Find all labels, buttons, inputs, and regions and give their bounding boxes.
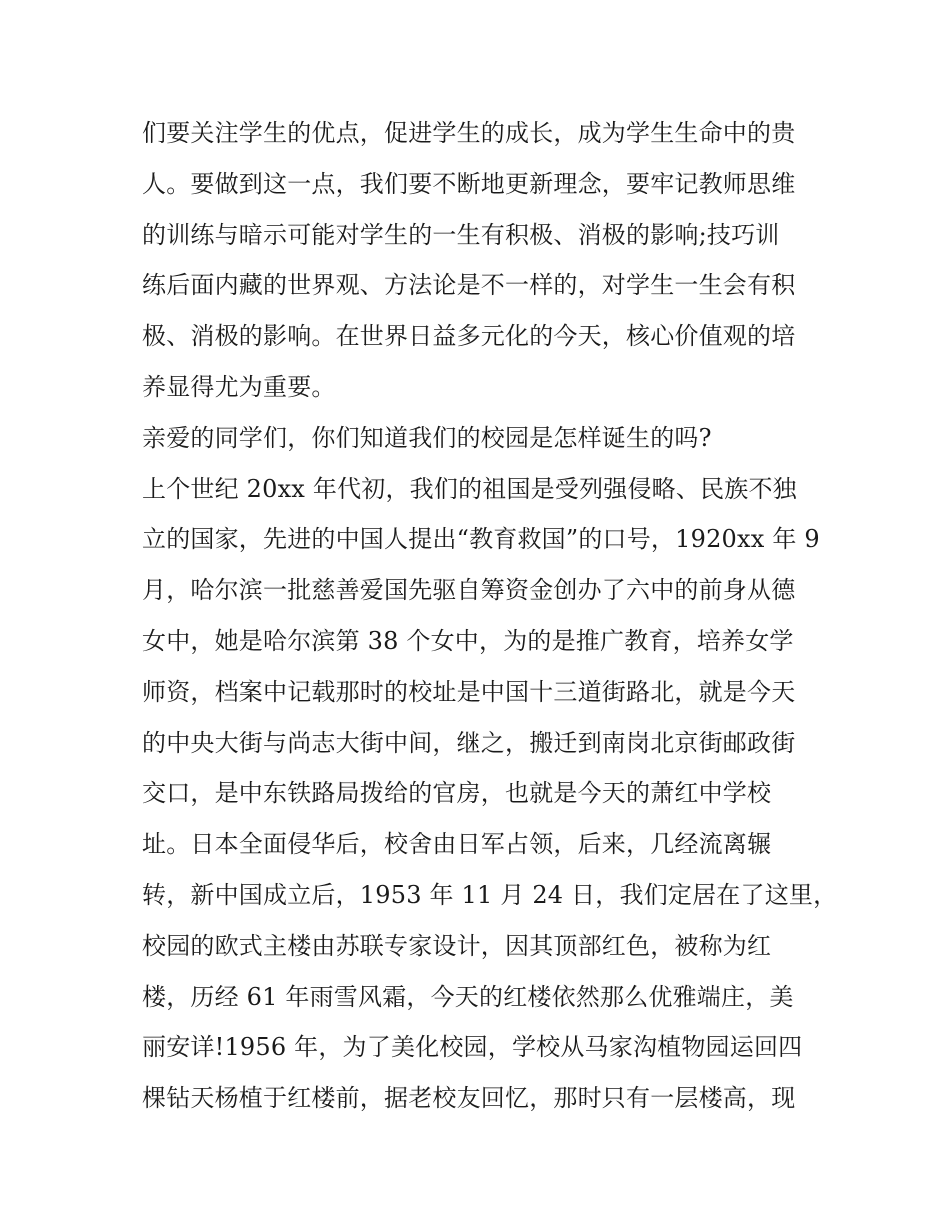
text-line: 丽安详!1956 年，为了美化校园，学校从马家沟植物园运回四 [142,1033,803,1062]
text-line: 校园的欧式主楼由苏联专家设计，因其顶部红色，被称为红 [142,931,772,960]
text-line: 的中央大街与尚志大街中间，继之，搬迁到南岗北京街邮政街 [142,728,796,757]
text-line: 楼，历经 61 年雨雪风霜，今天的红楼依然那么优雅端庄，美 [142,982,794,1011]
text-line: 上个世纪 20xx 年代初，我们的祖国是受列强侵略、民族不独 [142,474,797,503]
text-line: 极、消极的影响。在世界日益多元化的今天，核心价值观的培 [142,322,796,351]
text-line: 养显得尤为重要。 [142,372,336,401]
text-line: 棵钻天杨植于红楼前，据老校友回忆，那时只有一层楼高，现 [142,1084,796,1113]
document-page [142,108,838,1124]
text-line: 转，新中国成立后，1953 年 11 月 24 日，我们定居在了这里， [142,880,838,909]
text-line: 月，哈尔滨一批慈善爱国先驱自筹资金创办了六中的前身从德 [142,576,796,605]
text-line: 的训练与暗示可能对学生的一生有积极、消极的影响;技巧训 [142,220,780,249]
text-line: 们要关注学生的优点，促进学生的成长，成为学生生命中的贵 [142,119,796,147]
text-line: 人。要做到这一点，我们要不断地更新理念，要牢记教师思维 [142,169,796,198]
text-line: 址。日本全面侵华后，校舍由日军占领，后来，几经流离辗 [142,830,772,859]
text-line: 练后面内藏的世界观、方法论是不一样的，对学生一生会有积 [142,271,796,300]
text-line: 立的国家，先进的中国人提出“教育救国”的口号，1920xx 年 9 [142,525,820,554]
text-line: 亲爱的同学们，你们知道我们的校园是怎样诞生的吗? [142,423,712,452]
text-line: 师资，档案中记载那时的校址是中国十三道街路北，就是今天 [142,677,796,706]
text-line: 交口，是中东铁路局拨给的官房，也就是今天的萧红中学校 [142,779,772,808]
text-line: 女中，她是哈尔滨第 38 个女中，为的是推广教育，培养女学 [142,626,794,655]
